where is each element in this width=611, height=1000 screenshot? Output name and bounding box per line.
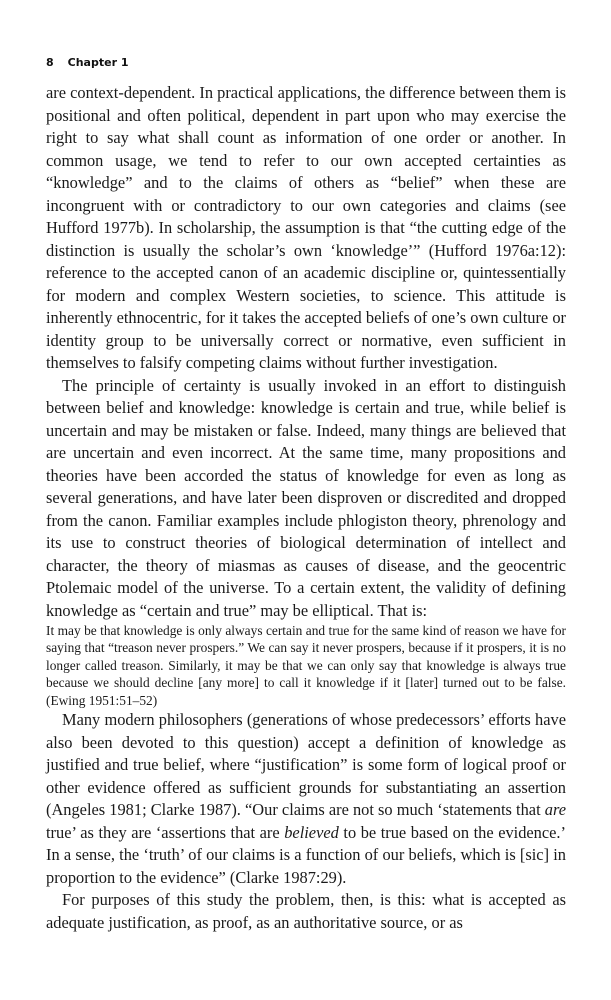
running-head — [46, 56, 128, 69]
paragraph-3-text-b: true’ as they are ‘assertions that are — [46, 822, 285, 842]
paragraph-2: The principle of certainty is usually invoked in an effort to distinguish between belief and knowledge: knowledge is certain and true, while belief is uncertain and may be mistaken or false. Indeed, many things are believed that are uncertain and even incorrect. At the same time, many propositions and theories have been accorded the status of knowledge for even as long as several generations, and have later been disproven or discredited and dropped from the canon. Familiar examples include phlogiston theory, phrenology and its use to construct theories of biological determination of intellect and character, the theory of miasmas as causes of disease, and the geocentric Ptolemaic model of the universe. To a certain extent, the validity of defining knowledge as “certain and true” may be elliptical. That is: — [46, 375, 566, 620]
page-number: 8 — [46, 56, 54, 69]
paragraph-3-text-a: Many modern philosophers (generations of whose predecessors’ efforts have also been devoted to this question) accept a definition of knowledge as justified and true belief, where “justification” is some form of logical proof or other evidence offered as sufficient grounds for substantiating an assertion (Angeles 1981; Clarke 1987). “Our claims are not so much ‘statements that — [46, 710, 566, 820]
emphasis-are: are — [544, 800, 566, 820]
paragraph-1: are context-dependent. In practical applications, the difference between them is positional and often political, dependent in part upon who may exercise the right to say what shall count as information of one order or another. In common usage, we tend to refer to our own accepted certainties as “knowledge” and to the claims of others as “belief” when these are incongruent with or contradictory to our own categories and claims (see Hufford 1977b). In scholarship, the assumption is that “the cutting edge of the distinction is usually the scholar’s own ‘knowledge’” (Hufford 1976a:12): reference to the accepted canon of an academic discipline or, quintessentially for modern and complex Western societies, to science. This attitude is inherently ethnocentric, for it takes the accepted beliefs of one’s own culture or identity group to be universally correct or normative, even sufficient in themselves to falsify competing claims without further investigation. — [46, 83, 566, 372]
paragraph-3-text-c: to be true based on the evidence.’ In a sense, the ‘truth’ of our claims is a function of our beliefs, which is [sic] in proportion to the evidence” (Clarke 1987:29). — [46, 822, 566, 887]
paragraph-3 — [46, 709, 566, 889]
emphasis-believed: believed — [284, 822, 339, 842]
body-text — [46, 82, 566, 934]
paragraph-4: For purposes of this study the problem, then, is this: what is accepted as adequate justification, as proof, as an authoritative source, or as — [46, 890, 566, 932]
block-quote: It may be that knowledge is only always certain and true for the same kind of reason we have for saying that “treason never prospers.” We can say it never prospers, because if it prospers, it is no longer called treason. Similarly, it may be that we can only say that knowledge is always true because we should decline [any more] to call it knowledge if it [later] turned out to be false. (Ewing 1951:51–52) — [46, 623, 566, 708]
chapter-label: Chapter 1 — [67, 56, 129, 69]
